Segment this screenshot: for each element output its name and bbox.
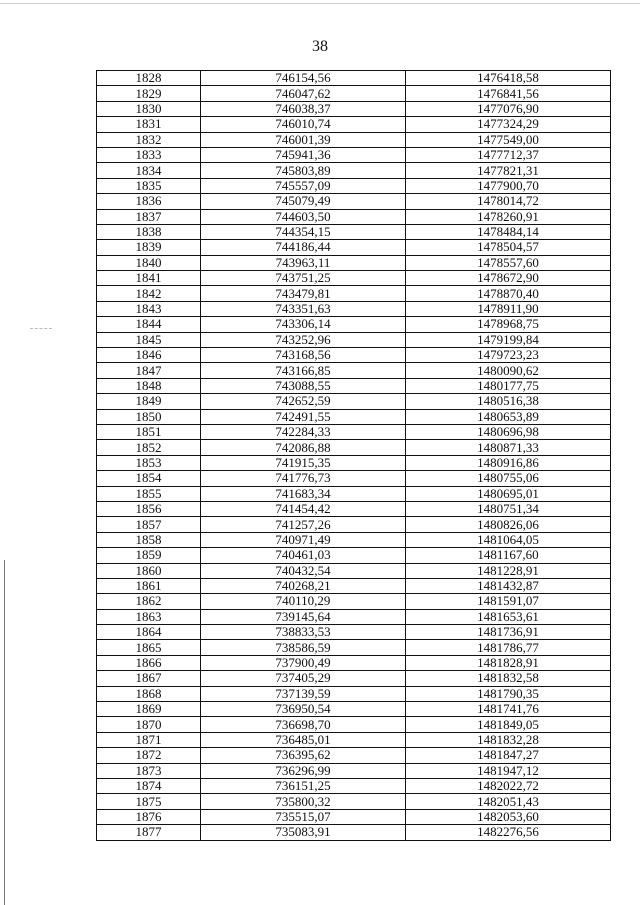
y-coordinate-cell: 1481790,35 [406,686,611,701]
x-coordinate-cell: 743166,85 [201,363,406,378]
y-coordinate-cell: 1481947,12 [406,763,611,778]
point-number-cell: 1843 [97,301,201,316]
point-number-cell: 1831 [97,117,201,132]
x-coordinate-cell: 742491,55 [201,409,406,424]
x-coordinate-cell: 740268,21 [201,578,406,593]
point-number-cell: 1847 [97,363,201,378]
table-row [97,194,611,209]
point-number-cell: 1846 [97,348,201,363]
table-row [97,655,611,670]
y-coordinate-cell: 1479199,84 [406,332,611,347]
x-coordinate-cell: 744354,15 [201,224,406,239]
y-coordinate-cell: 1481591,07 [406,594,611,609]
x-coordinate-cell: 741454,42 [201,501,406,516]
x-coordinate-cell: 743306,14 [201,317,406,332]
point-number-cell: 1844 [97,317,201,332]
y-coordinate-cell: 1480516,38 [406,394,611,409]
point-number-cell: 1871 [97,732,201,747]
x-coordinate-cell: 735800,32 [201,794,406,809]
x-coordinate-cell: 746038,37 [201,101,406,116]
y-coordinate-cell: 1480090,62 [406,363,611,378]
table-row [97,286,611,301]
table-row [97,317,611,332]
point-number-cell: 1854 [97,471,201,486]
x-coordinate-cell: 742652,59 [201,394,406,409]
table-row [97,794,611,809]
x-coordinate-cell: 744603,50 [201,209,406,224]
point-number-cell: 1832 [97,132,201,147]
table-row [97,825,611,840]
x-coordinate-cell: 742284,33 [201,424,406,439]
point-number-cell: 1834 [97,163,201,178]
x-coordinate-cell: 743351,63 [201,301,406,316]
table-row [97,763,611,778]
table-row [97,117,611,132]
table-row [97,809,611,824]
y-coordinate-cell: 1477549,00 [406,132,611,147]
scan-edge-left [4,560,5,905]
table-row [97,178,611,193]
y-coordinate-cell: 1480177,75 [406,378,611,393]
table-row [97,378,611,393]
table-row [97,440,611,455]
x-coordinate-cell: 741683,34 [201,486,406,501]
y-coordinate-cell: 1477324,29 [406,117,611,132]
table-row [97,748,611,763]
x-coordinate-cell: 743751,25 [201,271,406,286]
point-number-cell: 1858 [97,532,201,547]
point-number-cell: 1852 [97,440,201,455]
x-coordinate-cell: 743252,96 [201,332,406,347]
point-number-cell: 1862 [97,594,201,609]
point-number-cell: 1872 [97,748,201,763]
table-row [97,625,611,640]
point-number-cell: 1835 [97,178,201,193]
x-coordinate-cell: 740971,49 [201,532,406,547]
point-number-cell: 1861 [97,578,201,593]
x-coordinate-cell: 743479,81 [201,286,406,301]
x-coordinate-cell: 741257,26 [201,517,406,532]
point-number-cell: 1870 [97,717,201,732]
y-coordinate-cell: 1478672,90 [406,271,611,286]
table-row [97,594,611,609]
y-coordinate-cell: 1478014,72 [406,194,611,209]
x-coordinate-cell: 738586,59 [201,640,406,655]
table-row [97,409,611,424]
table-row [97,71,611,86]
point-number-cell: 1867 [97,671,201,686]
point-number-cell: 1860 [97,563,201,578]
table-row [97,147,611,162]
x-coordinate-cell: 736395,62 [201,748,406,763]
y-coordinate-cell: 1481786,77 [406,640,611,655]
x-coordinate-cell: 745079,49 [201,194,406,209]
table-row [97,717,611,732]
coordinates-table [96,70,611,841]
y-coordinate-cell: 1477900,70 [406,178,611,193]
point-number-cell: 1849 [97,394,201,409]
table-row [97,532,611,547]
y-coordinate-cell: 1481736,91 [406,625,611,640]
table-row [97,209,611,224]
point-number-cell: 1866 [97,655,201,670]
y-coordinate-cell: 1481432,87 [406,578,611,593]
y-coordinate-cell: 1481167,60 [406,548,611,563]
point-number-cell: 1836 [97,194,201,209]
table-row [97,563,611,578]
y-coordinate-cell: 1480695,01 [406,486,611,501]
table-row [97,271,611,286]
point-number-cell: 1839 [97,240,201,255]
table-row [97,394,611,409]
x-coordinate-cell: 743168,56 [201,348,406,363]
table-row [97,548,611,563]
y-coordinate-cell: 1479723,23 [406,348,611,363]
x-coordinate-cell: 745557,09 [201,178,406,193]
y-coordinate-cell: 1481064,05 [406,532,611,547]
y-coordinate-cell: 1480826,06 [406,517,611,532]
point-number-cell: 1829 [97,86,201,101]
point-number-cell: 1876 [97,809,201,824]
point-number-cell: 1853 [97,455,201,470]
y-coordinate-cell: 1477076,90 [406,101,611,116]
table-row [97,455,611,470]
x-coordinate-cell: 740432,54 [201,563,406,578]
table-row [97,778,611,793]
table-row [97,578,611,593]
point-number-cell: 1877 [97,825,201,840]
y-coordinate-cell: 1482051,43 [406,794,611,809]
y-coordinate-cell: 1476841,56 [406,86,611,101]
table-row [97,471,611,486]
x-coordinate-cell: 741776,73 [201,471,406,486]
table-row [97,424,611,439]
y-coordinate-cell: 1481828,91 [406,655,611,670]
y-coordinate-cell: 1478870,40 [406,286,611,301]
y-coordinate-cell: 1480653,89 [406,409,611,424]
table-row [97,501,611,516]
x-coordinate-cell: 737405,29 [201,671,406,686]
y-coordinate-cell: 1477821,31 [406,163,611,178]
point-number-cell: 1855 [97,486,201,501]
coordinates-table-body [97,71,611,841]
table-row [97,255,611,270]
point-number-cell: 1863 [97,609,201,624]
x-coordinate-cell: 746047,62 [201,86,406,101]
x-coordinate-cell: 742086,88 [201,440,406,455]
y-coordinate-cell: 1480751,34 [406,501,611,516]
y-coordinate-cell: 1481832,58 [406,671,611,686]
point-number-cell: 1842 [97,286,201,301]
scan-mark [30,328,52,329]
x-coordinate-cell: 746010,74 [201,117,406,132]
point-number-cell: 1873 [97,763,201,778]
point-number-cell: 1841 [97,271,201,286]
y-coordinate-cell: 1480696,98 [406,424,611,439]
y-coordinate-cell: 1482276,56 [406,825,611,840]
y-coordinate-cell: 1480871,33 [406,440,611,455]
y-coordinate-cell: 1481847,27 [406,748,611,763]
y-coordinate-cell: 1482053,60 [406,809,611,824]
point-number-cell: 1848 [97,378,201,393]
x-coordinate-cell: 741915,35 [201,455,406,470]
x-coordinate-cell: 739145,64 [201,609,406,624]
table-row [97,640,611,655]
table-row [97,224,611,239]
y-coordinate-cell: 1481849,05 [406,717,611,732]
x-coordinate-cell: 738833,53 [201,625,406,640]
y-coordinate-cell: 1478557,60 [406,255,611,270]
x-coordinate-cell: 737900,49 [201,655,406,670]
table-row [97,101,611,116]
table-row [97,86,611,101]
table-row [97,132,611,147]
y-coordinate-cell: 1478484,14 [406,224,611,239]
y-coordinate-cell: 1477712,37 [406,147,611,162]
point-number-cell: 1845 [97,332,201,347]
point-number-cell: 1850 [97,409,201,424]
y-coordinate-cell: 1476418,58 [406,71,611,86]
table-row [97,348,611,363]
y-coordinate-cell: 1480755,06 [406,471,611,486]
point-number-cell: 1838 [97,224,201,239]
x-coordinate-cell: 743963,11 [201,255,406,270]
y-coordinate-cell: 1482022,72 [406,778,611,793]
point-number-cell: 1865 [97,640,201,655]
scan-edge-top [0,3,640,4]
y-coordinate-cell: 1478504,57 [406,240,611,255]
table-row [97,686,611,701]
x-coordinate-cell: 737139,59 [201,686,406,701]
point-number-cell: 1837 [97,209,201,224]
x-coordinate-cell: 736151,25 [201,778,406,793]
y-coordinate-cell: 1481228,91 [406,563,611,578]
y-coordinate-cell: 1478968,75 [406,317,611,332]
y-coordinate-cell: 1481832,28 [406,732,611,747]
y-coordinate-cell: 1480916,86 [406,455,611,470]
point-number-cell: 1864 [97,625,201,640]
x-coordinate-cell: 745803,89 [201,163,406,178]
x-coordinate-cell: 740461,03 [201,548,406,563]
point-number-cell: 1869 [97,702,201,717]
point-number-cell: 1874 [97,778,201,793]
y-coordinate-cell: 1478911,90 [406,301,611,316]
x-coordinate-cell: 735515,07 [201,809,406,824]
x-coordinate-cell: 736296,99 [201,763,406,778]
point-number-cell: 1859 [97,548,201,563]
x-coordinate-cell: 745941,36 [201,147,406,162]
x-coordinate-cell: 740110,29 [201,594,406,609]
x-coordinate-cell: 744186,44 [201,240,406,255]
table-row [97,517,611,532]
table-row [97,332,611,347]
table-row [97,240,611,255]
x-coordinate-cell: 736950,54 [201,702,406,717]
y-coordinate-cell: 1481653,61 [406,609,611,624]
point-number-cell: 1851 [97,424,201,439]
x-coordinate-cell: 746154,56 [201,71,406,86]
x-coordinate-cell: 736698,70 [201,717,406,732]
table-row [97,301,611,316]
point-number-cell: 1828 [97,71,201,86]
point-number-cell: 1840 [97,255,201,270]
table-row [97,732,611,747]
table-row [97,609,611,624]
x-coordinate-cell: 736485,01 [201,732,406,747]
x-coordinate-cell: 746001,39 [201,132,406,147]
x-coordinate-cell: 735083,91 [201,825,406,840]
x-coordinate-cell: 743088,55 [201,378,406,393]
point-number-cell: 1875 [97,794,201,809]
point-number-cell: 1857 [97,517,201,532]
y-coordinate-cell: 1478260,91 [406,209,611,224]
table-row [97,702,611,717]
table-row [97,363,611,378]
table-row [97,671,611,686]
table-row [97,486,611,501]
y-coordinate-cell: 1481741,76 [406,702,611,717]
point-number-cell: 1868 [97,686,201,701]
point-number-cell: 1856 [97,501,201,516]
point-number-cell: 1830 [97,101,201,116]
page-number: 38 [312,38,328,55]
table-row [97,163,611,178]
point-number-cell: 1833 [97,147,201,162]
